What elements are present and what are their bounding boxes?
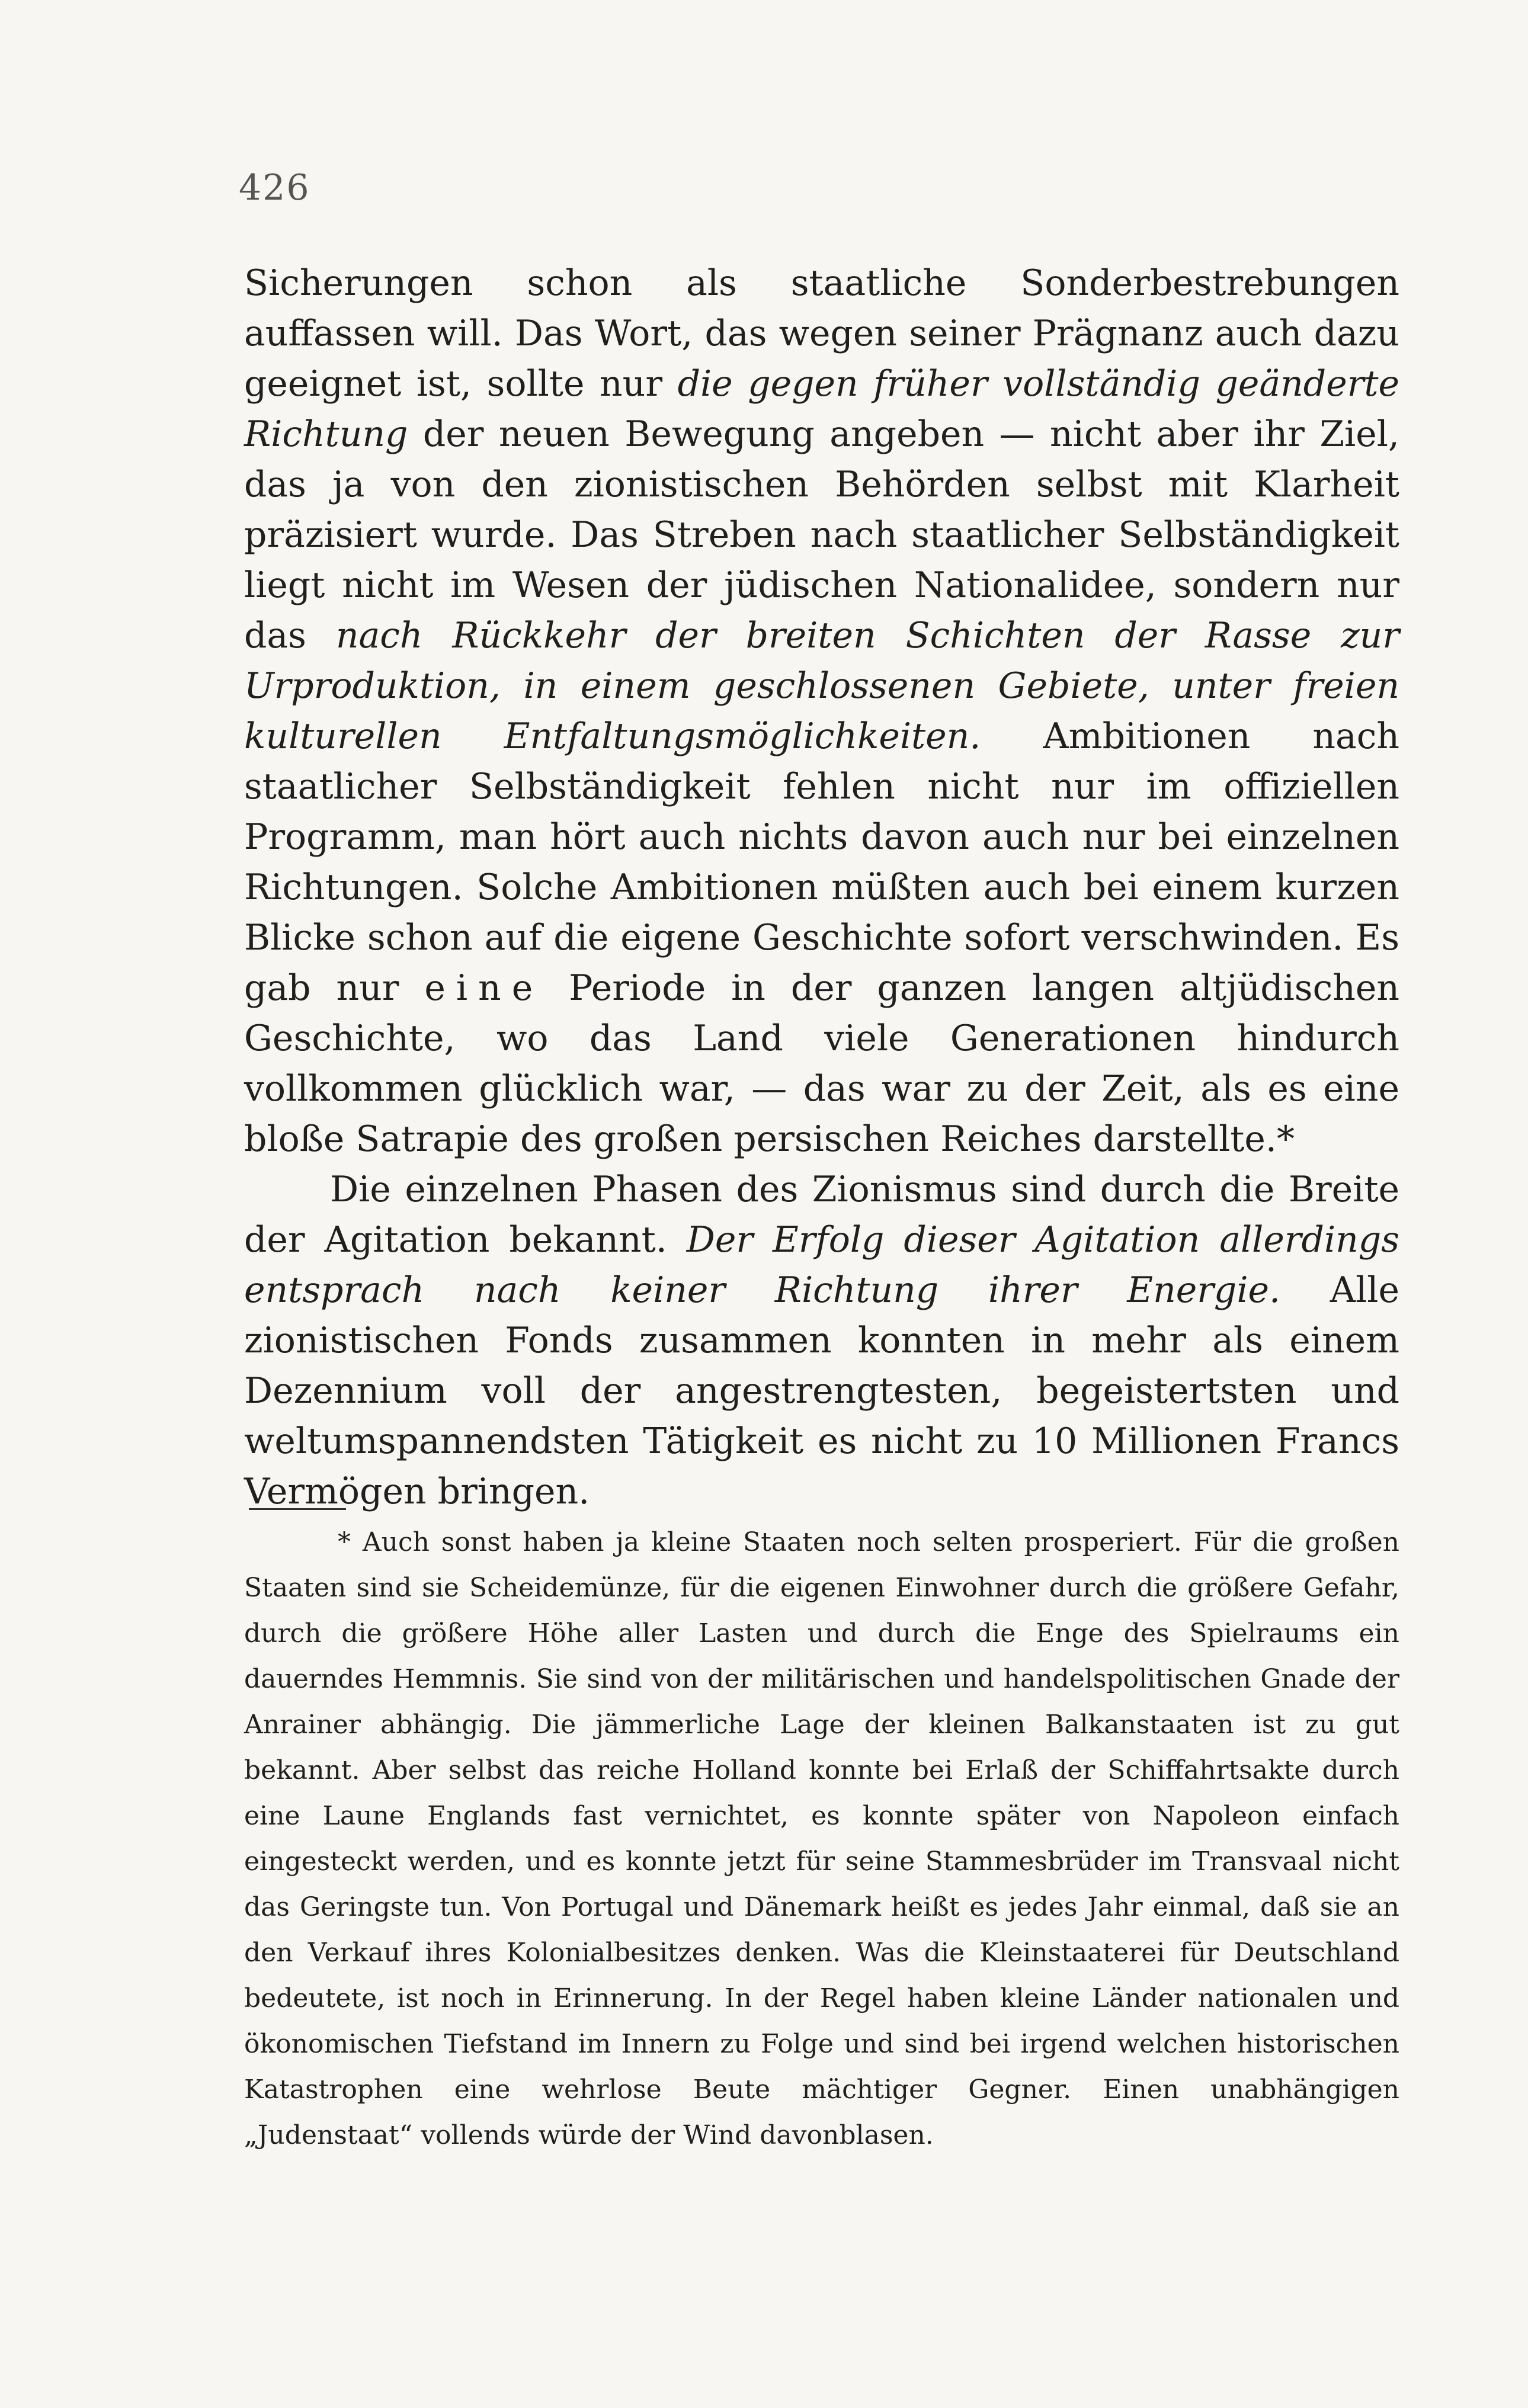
paragraph-2-part-1: Die einzelnen Phasen des Zionismus sind durch die Breite der Agitation bekannt. xyxy=(244,1169,1399,1261)
paragraph-1-italic-2: nach Rückkehr der breiten Schichten der Rasse zur Urproduktion, in einem geschlossenen Gebiete, unter freien kulturellen Entfaltungsmöglichkeiten. xyxy=(244,615,1400,757)
paragraph-1 xyxy=(244,258,1399,1165)
paragraph-2 xyxy=(244,1165,1399,1517)
paragraph-1-part-3: Ambitionen nach staatlicher Selbständigkeit fehlen nicht nur im offiziellen Programm, man hört auch nichts davon auch nur bei einzelnen Richtungen. Solche Ambitionen müßten auch bei einem kurzen Blicke schon auf die eigene Geschichte sofort verschwinden. Es gab nur xyxy=(244,716,1400,1009)
paragraph-1-italic-1: die gegen früher vollständig geänderte Richtung xyxy=(244,363,1399,455)
footnote: * Auch sonst haben ja kleine Staaten noch selten prosperiert. Für die großen Staaten sind sie Scheidemünze, für die eigenen Einwohner durch die größere Gefahr, durch die größere Höhe aller Lasten und durch die Enge des Spielraums ein dauerndes Hemmnis. Sie sind von der militärischen und handelspolitischen Gnade der Anrainer abhängig. Die jämmerliche Lage der kleinen Balkanstaaten ist zu gut bekannt. Aber selbst das reiche Holland konnte bei Erlaß der Schiffahrtsakte durch eine Laune Englands fast vernichtet, es konnte später von Napoleon einfach eingesteckt werden, und es konnte jetzt für seine Stammesbrüder im Transvaal nicht das Geringste tun. Von Portugal und Dänemark heißt es jedes Jahr einmal, daß sie an den Verkauf ihres Kolonialbesitzes denken. Was die Kleinstaaterei für Deutschland bedeutete, ist noch in Erinnerung. In der Regel haben kleine Länder nationalen und ökonomischen Tiefstand im Innern zu Folge und sind bei irgend welchen historischen Katastrophen eine wehrlose Beute mächtiger Gegner. Einen unabhängigen „Judenstaat“ vollends würde der Wind davonblasen. xyxy=(244,1527,1399,2150)
main-text xyxy=(244,258,1399,1517)
page-number: 426 xyxy=(239,167,310,209)
paragraph-2-part-2: Alle zionistischen Fonds zusammen konnten in mehr als einem Dezennium voll der angestrengtesten, begeistertsten und weltumspannendsten Tätigkeit es nicht zu 10 Millionen Francs Vermögen bringen. xyxy=(244,1269,1399,1512)
paragraph-1-part-2: der neuen Bewegung angeben — nicht aber ihr Ziel, das ja von den zionistischen Behörden selbst mit Klarheit präzisiert wurde. Das Streben nach staatlicher Selbständigkeit liegt nicht im Wesen der jüdischen Nationalidee, sondern nur das xyxy=(244,413,1399,656)
paragraph-2-italic: Der Erfolg dieser Agitation allerdings entsprach nach keiner Richtung ihrer Energie. xyxy=(244,1219,1399,1311)
paragraph-1-part-1: Sicherungen schon als staatliche Sonderbestrebungen auffassen will. Das Wort, das wegen seiner Prägnanz auch dazu geeignet ist, sollte nur xyxy=(244,262,1399,405)
paragraph-1-part-4: Periode in der ganzen langen altjüdischen Geschichte, wo das Land viele Generationen hindurch vollkommen glücklich war, — das war zu der Zeit, als es eine bloße Satrapie des großen persischen Reiches darstellte.* xyxy=(244,967,1399,1160)
footnote-divider xyxy=(249,1508,346,1510)
paragraph-1-spaced-word: eine xyxy=(424,967,544,1009)
